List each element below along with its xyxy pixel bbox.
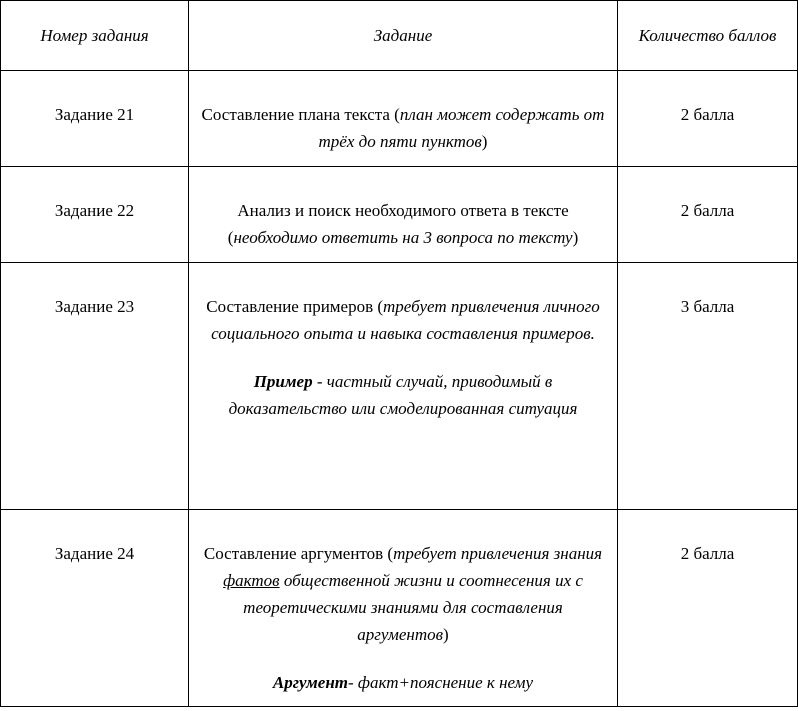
table-row: [1, 263, 798, 510]
task-number-cell: [1, 71, 189, 167]
task-italic-text-after: общественной жизни и соотнесения их с теоретическими знаниями для составления аргументов: [243, 571, 583, 644]
term-label: Пример: [253, 372, 313, 391]
task-description-cell: [189, 71, 618, 167]
task-number: Задание 21: [54, 105, 135, 124]
task-close-paren: ): [443, 625, 449, 644]
task-description-cell: [189, 510, 618, 707]
task-italic-text: необходимо ответить на 3 вопроса по тексту: [233, 228, 573, 247]
task-number-cell: [1, 263, 189, 510]
task-points: 2 балла: [680, 544, 735, 563]
table-row: [1, 510, 798, 707]
task-number: Задание 23: [54, 297, 135, 316]
term-definition: [189, 669, 617, 696]
task-italic-text: требует привлечения знания: [393, 544, 603, 563]
task-description: [189, 167, 617, 251]
task-points: 2 балла: [680, 105, 735, 124]
task-points-cell: [618, 71, 798, 167]
underlined-term: фактов: [223, 571, 280, 590]
table-row: [1, 167, 798, 263]
task-description-cell: [189, 263, 618, 510]
header-number: Номер задания: [1, 1, 189, 71]
task-points: 3 балла: [680, 297, 735, 316]
task-description: [189, 263, 617, 347]
task-number-cell: [1, 167, 189, 263]
task-close-paren: ): [481, 132, 488, 151]
task-main-text: Составление аргументов (: [203, 544, 394, 563]
task-close-paren: ): [572, 228, 579, 247]
task-points: 2 балла: [680, 201, 735, 220]
task-number-cell: [1, 510, 189, 707]
task-number: Задание 22: [54, 201, 135, 220]
task-main-text: Составление примеров (: [206, 297, 384, 316]
header-points: Количество баллов: [618, 1, 798, 71]
table-row: [1, 71, 798, 167]
header-row: [1, 1, 798, 71]
task-points-cell: [618, 263, 798, 510]
task-main-text: Анализ и поиск необходимого ответа в тексте (: [227, 201, 569, 247]
task-points-cell: [618, 167, 798, 263]
task-description-cell: [189, 167, 618, 263]
task-italic-text: план может содержать от трёх до пяти пунктов: [318, 105, 605, 151]
task-italic-text: требует привлечения личного социального опыта и навыка составления примеров.: [211, 297, 600, 343]
term-definition-text: - частный случай, приводимый в доказательство или смоделированная ситуация: [228, 372, 578, 418]
header-task: Задание: [189, 1, 618, 71]
term-definition: [189, 368, 617, 422]
task-description: [189, 71, 617, 155]
term-label: Аргумент: [272, 673, 349, 692]
term-definition-text: - факт+пояснение к нему: [348, 673, 534, 692]
task-main-text: Составление плана текста (: [201, 105, 400, 124]
task-number: Задание 24: [54, 544, 135, 563]
task-points-cell: [618, 510, 798, 707]
task-description: [189, 510, 617, 648]
